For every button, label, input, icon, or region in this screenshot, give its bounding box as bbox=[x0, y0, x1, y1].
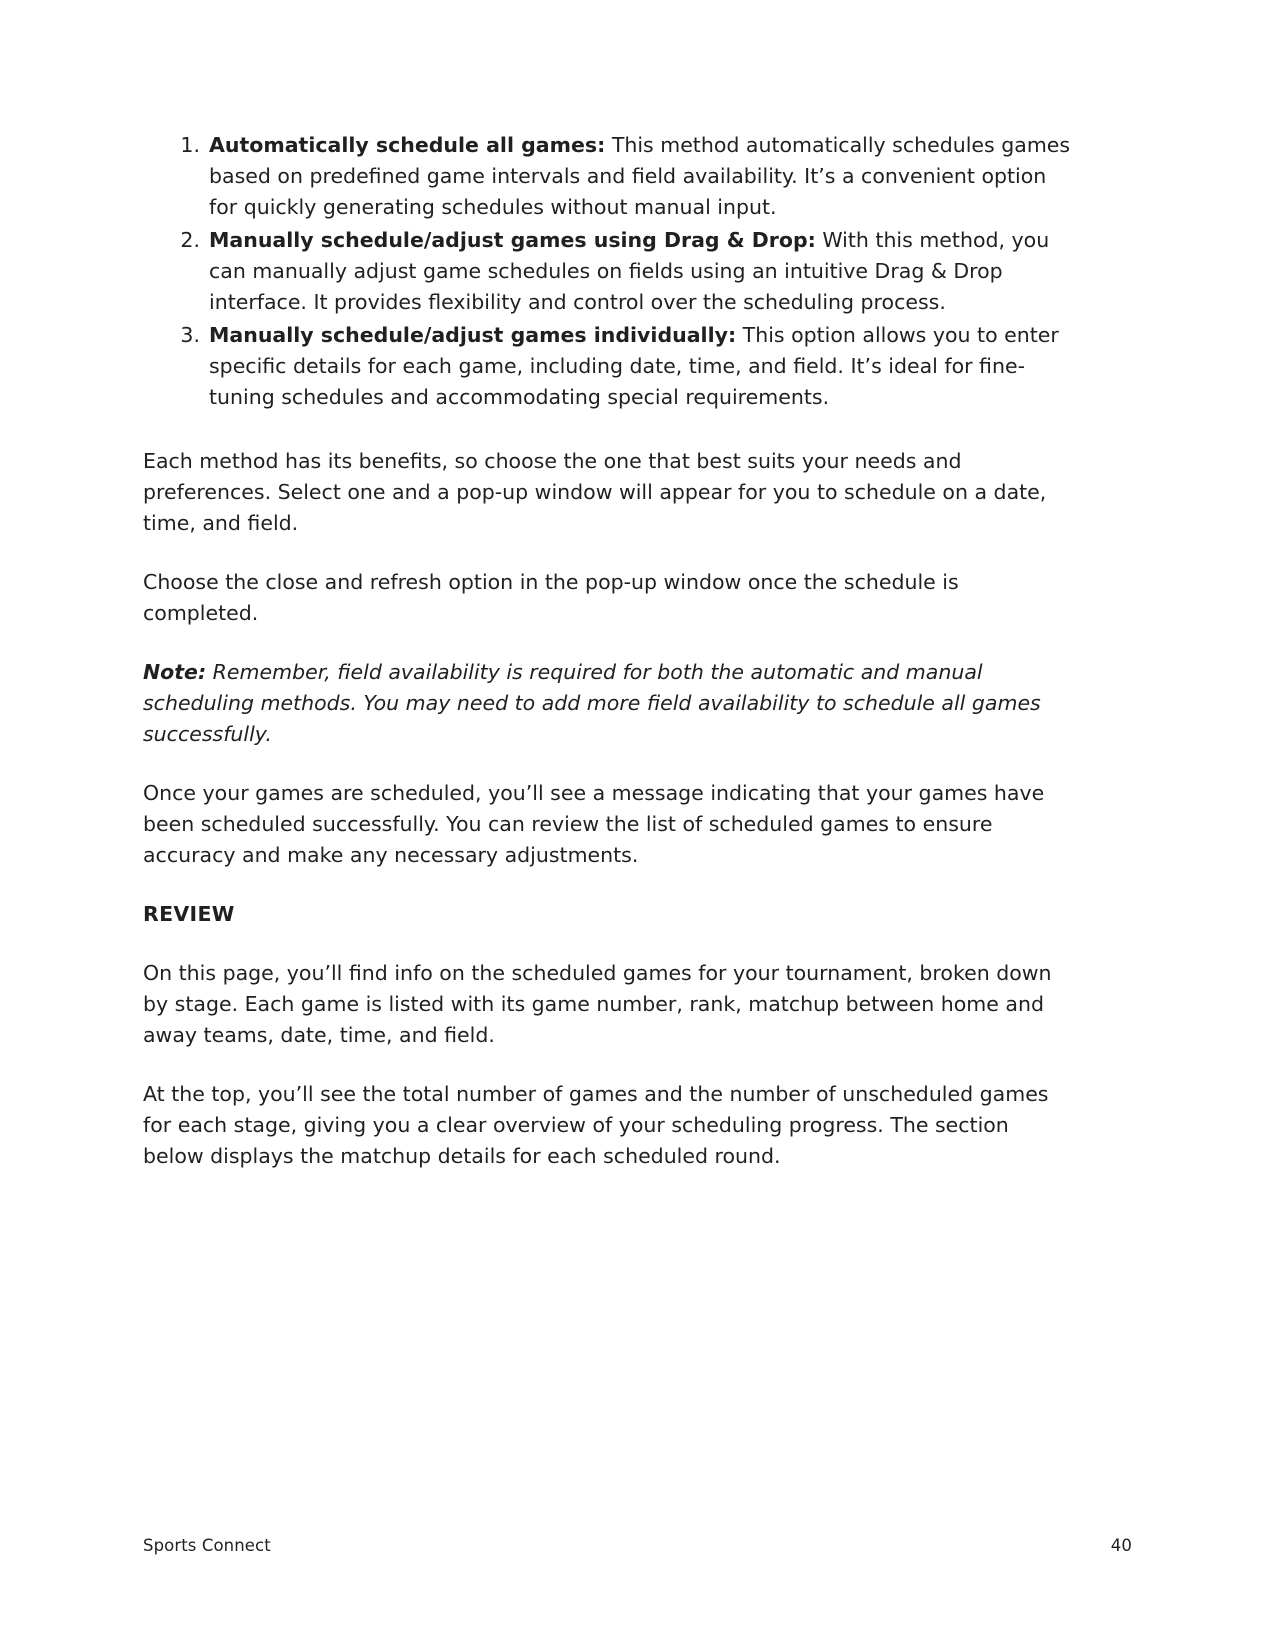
page-footer bbox=[143, 1532, 1132, 1558]
paragraph-review-totals: At the top, you’ll see the total number of games and the number of unscheduled games for each stage, giving you a clear overview of your scheduling progress. The section below displays the matchup details for each scheduled round. bbox=[143, 1082, 1049, 1168]
list-item-lead: Automatically schedule all games: bbox=[209, 133, 606, 157]
list-item-text: This option allows you to enter specific details for each game, including date, time, and field. It’s ideal for fine-tuning schedules and accommodating special requirements. bbox=[209, 323, 1059, 409]
paragraph-scheduled-confirmation: Once your games are scheduled, you’ll see a message indicating that your games have been scheduled successfully. You can review the list of scheduled games to ensure accuracy and make any necessary adjustments. bbox=[143, 781, 1045, 867]
paragraph-review-overview: On this page, you’ll find info on the scheduled games for your tournament, broken down by stage. Each game is listed with its game number, rank, matchup between home and away teams, date, time, and field. bbox=[143, 961, 1052, 1047]
list-item-lead: Manually schedule/adjust games using Drag & Drop: bbox=[209, 228, 816, 252]
note-text: Remember, field availability is required for both the automatic and manual scheduling methods. You may need to add more field availability to schedule all games successfully. bbox=[143, 660, 1041, 746]
list-item bbox=[143, 225, 1073, 318]
paragraph-close-refresh: Choose the close and refresh option in the pop-up window once the schedule is completed. bbox=[143, 570, 959, 625]
list-item-text: With this method, you can manually adjust game schedules on fields using an intuitive Drag & Drop interface. It provides flexibility and control over the scheduling process. bbox=[209, 228, 1050, 314]
list-item bbox=[143, 320, 1073, 413]
list-item-lead: Manually schedule/adjust games individually: bbox=[209, 323, 737, 347]
note-block bbox=[143, 657, 1073, 750]
list-item bbox=[143, 130, 1073, 223]
note-label: Note: bbox=[143, 660, 207, 684]
footer-brand: Sports Connect bbox=[143, 1535, 271, 1555]
list-item-text: This method automatically schedules games based on predefined game intervals and field availability. It’s a convenient option for quickly generating schedules without manual input. bbox=[209, 133, 1071, 219]
page-content bbox=[143, 130, 1073, 1172]
footer-page-number: 40 bbox=[1110, 1535, 1132, 1555]
section-heading-review: REVIEW bbox=[143, 902, 235, 926]
paragraph-methods-benefits: Each method has its benefits, so choose the one that best suits your needs and preferences. Select one and a pop-up window will appear for you to schedule on a date, time, and field. bbox=[143, 449, 1047, 535]
scheduling-methods-list bbox=[143, 130, 1073, 413]
